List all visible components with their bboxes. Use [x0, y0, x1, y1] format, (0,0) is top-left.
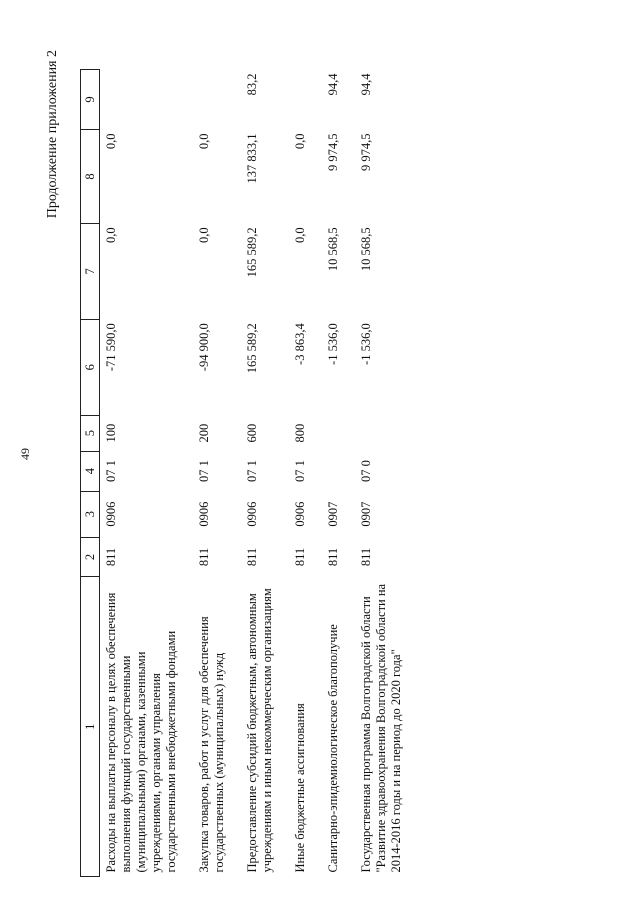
cell-section: 0906 — [245, 501, 259, 527]
cell-program: 07 1 — [197, 460, 211, 483]
cell-amount: 0,0 — [293, 133, 307, 150]
cell-amount: 165 589,2 — [245, 323, 259, 374]
cell-ministry: 811 — [245, 547, 259, 567]
cell-amount: 0,0 — [104, 133, 118, 150]
cell-amount: 9 974,5 — [359, 133, 373, 171]
column-header: 3 — [81, 491, 100, 537]
cell-percent — [100, 70, 194, 130]
cell-program: 07 1 — [104, 460, 118, 483]
row-description: Закупка товаров, работ и услуг для обеспечения государственных (муниципальных) нужд — [197, 616, 226, 873]
column-header: 7 — [81, 223, 100, 319]
cell-expense-type: 100 — [104, 423, 118, 443]
cell-amount: 10 568,5 — [359, 227, 373, 272]
column-header: 5 — [81, 415, 100, 451]
column-header: 2 — [81, 537, 100, 577]
table-row — [241, 70, 289, 877]
cell-ministry: 811 — [293, 547, 307, 567]
cell-amount: 165 589,2 — [245, 227, 259, 278]
cell-percent: 94,4 — [359, 73, 373, 96]
table-row — [289, 70, 322, 877]
cell-amount: -71 590,0 — [104, 323, 118, 372]
cell-section: 0906 — [104, 501, 118, 527]
continuation-label: Продолжение приложения 2 — [45, 50, 60, 219]
cell-expense-type — [322, 415, 355, 451]
cell-amount: 10 568,5 — [326, 227, 340, 272]
column-header: 1 — [81, 577, 100, 877]
cell-section: 0906 — [197, 501, 211, 527]
row-description: Санитарно-эпидемиологическое благополучие — [326, 624, 340, 873]
table-row — [355, 70, 418, 877]
cell-ministry: 811 — [197, 547, 211, 567]
cell-ministry: 811 — [359, 547, 373, 567]
cell-program — [322, 451, 355, 491]
cell-amount: 9 974,5 — [326, 133, 340, 171]
cell-amount: 137 833,1 — [245, 133, 259, 184]
cell-percent: 83,2 — [245, 73, 259, 96]
cell-program: 07 0 — [359, 460, 373, 483]
cell-amount: 0,0 — [293, 227, 307, 243]
cell-expense-type: 200 — [197, 423, 211, 443]
header-row — [81, 70, 100, 877]
cell-amount: -1 536,0 — [326, 323, 340, 365]
cell-section: 0906 — [293, 501, 307, 527]
cell-amount: 0,0 — [197, 227, 211, 243]
table-row — [193, 70, 241, 877]
cell-amount: -94 900,0 — [197, 323, 211, 372]
cell-program: 07 1 — [293, 460, 307, 483]
row-description: Иные бюджетные ассигнования — [293, 703, 307, 873]
table-row — [100, 70, 194, 877]
column-header: 8 — [81, 129, 100, 223]
row-description: Расходы на выплаты персоналу в целях обеспечения выполнения функций государственными (муниципальными) органами, казенными учреждениями, органами управления государственными внебюджетными фондами — [104, 592, 178, 873]
cell-section: 0907 — [326, 501, 340, 527]
column-header: 6 — [81, 319, 100, 415]
cell-amount: -3 863,4 — [293, 323, 307, 365]
row-description: Государственная программа Волгоградской области "Развитие здравоохранения Волгоградской области на 2014-2016 годы и на период до 2020 года" — [359, 583, 403, 873]
column-header: 9 — [81, 70, 100, 130]
cell-expense-type — [355, 415, 418, 451]
cell-amount: -1 536,0 — [359, 323, 373, 365]
column-header: 4 — [81, 451, 100, 491]
cell-ministry: 811 — [104, 547, 118, 567]
cell-program: 07 1 — [245, 460, 259, 483]
cell-expense-type: 800 — [293, 423, 307, 443]
cell-percent: 94,4 — [326, 73, 340, 96]
page-number: 49 — [18, 448, 32, 460]
cell-expense-type: 600 — [245, 423, 259, 443]
budget-table — [80, 69, 418, 877]
table-row — [322, 70, 355, 877]
cell-percent — [193, 70, 241, 130]
row-description: Предоставление субсидий бюджетным, автономным учреждениям и иным некоммерческим организациям — [245, 588, 274, 873]
cell-ministry: 811 — [326, 547, 340, 567]
cell-section: 0907 — [359, 501, 373, 527]
cell-percent — [289, 70, 322, 130]
cell-amount: 0,0 — [197, 133, 211, 150]
cell-amount: 0,0 — [104, 227, 118, 243]
